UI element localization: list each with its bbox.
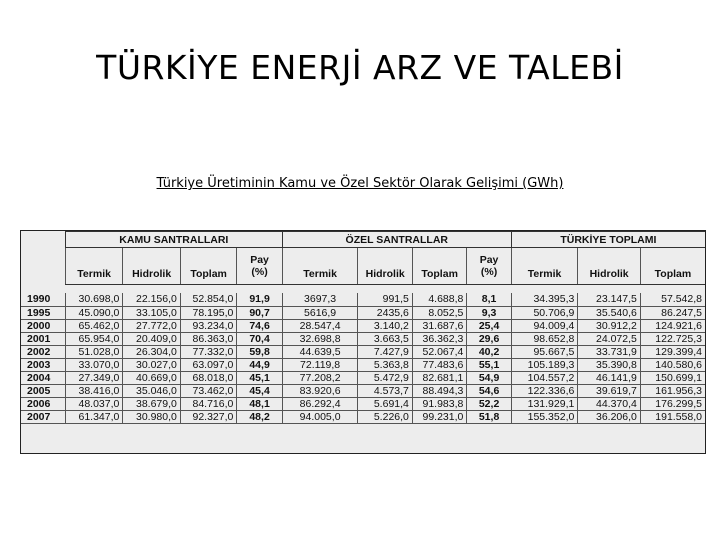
pay-label: Pay	[479, 254, 499, 266]
cell-o-pay: 54,9	[467, 372, 511, 385]
cell-k-t: 61.347,0	[65, 411, 123, 424]
cell-k-t: 45.090,0	[65, 306, 123, 319]
cell-k-top: 52.854,0	[180, 293, 236, 306]
cell-k-h: 22.156,0	[123, 293, 181, 306]
table-row	[21, 306, 705, 319]
col-header-kamu-toplam: Toplam	[180, 248, 236, 285]
cell-o-top: 52.067,4	[412, 345, 466, 358]
cell-k-pay: 91,9	[237, 293, 282, 306]
cell-t-h: 46.141,9	[578, 372, 641, 385]
cell-o-pay: 9,3	[467, 306, 511, 319]
energy-table-container	[20, 230, 706, 454]
table-body	[21, 293, 705, 424]
cell-k-t: 38.416,0	[65, 385, 123, 398]
cell-o-h: 5.363,8	[358, 358, 412, 371]
table-row	[21, 345, 705, 358]
cell-o-h: 2435,6	[358, 306, 412, 319]
col-header-turkiye-termik: Termik	[511, 248, 578, 285]
cell-o-t: 5616,9	[282, 306, 358, 319]
cell-o-pay: 40,2	[467, 345, 511, 358]
col-header-kamu-termik: Termik	[65, 248, 123, 285]
col-header-turkiye-toplam: Toplam	[640, 248, 705, 285]
pay-unit: (%)	[251, 266, 268, 278]
cell-o-t: 77.208,2	[282, 372, 358, 385]
cell-o-t: 72.119,8	[282, 358, 358, 371]
cell-year: 2000	[21, 319, 65, 332]
cell-o-t: 3697,3	[282, 293, 358, 306]
cell-o-top: 99.231,0	[412, 411, 466, 424]
cell-k-top: 63.097,0	[180, 358, 236, 371]
cell-t-t: 94.009,4	[511, 319, 578, 332]
cell-o-pay: 29,6	[467, 332, 511, 345]
group-header-toplam: TÜRKİYE TOPLAMI	[511, 232, 705, 248]
group-header-row	[21, 232, 705, 248]
cell-year: 2006	[21, 398, 65, 411]
cell-k-pay: 48,1	[237, 398, 282, 411]
cell-k-top: 78.195,0	[180, 306, 236, 319]
col-header-kamu-pay	[237, 248, 282, 285]
table-row	[21, 319, 705, 332]
cell-k-pay: 70,4	[237, 332, 282, 345]
cell-o-top: 36.362,3	[412, 332, 466, 345]
cell-t-h: 35.540,6	[578, 306, 641, 319]
col-header-ozel-toplam: Toplam	[412, 248, 466, 285]
cell-k-t: 51.028,0	[65, 345, 123, 358]
cell-t-top: 124.921,6	[640, 319, 705, 332]
energy-production-table	[21, 231, 705, 424]
cell-t-h: 33.731,9	[578, 345, 641, 358]
cell-t-t: 34.395,3	[511, 293, 578, 306]
cell-o-top: 77.483,6	[412, 358, 466, 371]
cell-t-t: 131.929,1	[511, 398, 578, 411]
cell-t-h: 30.912,2	[578, 319, 641, 332]
table-row	[21, 411, 705, 424]
col-header-kamu-hidrolik: Hidrolik	[123, 248, 181, 285]
cell-o-t: 94.005,0	[282, 411, 358, 424]
cell-t-h: 24.072,5	[578, 332, 641, 345]
cell-t-t: 50.706,9	[511, 306, 578, 319]
cell-year: 1995	[21, 306, 65, 319]
group-header-kamu: KAMU SANTRALLARI	[65, 232, 282, 248]
cell-year: 2007	[21, 411, 65, 424]
cell-year: 2005	[21, 385, 65, 398]
cell-k-pay: 59,8	[237, 345, 282, 358]
cell-o-top: 31.687,6	[412, 319, 466, 332]
cell-o-top: 82.681,1	[412, 372, 466, 385]
pay-unit: (%)	[480, 266, 498, 278]
cell-o-t: 86.292,4	[282, 398, 358, 411]
cell-k-h: 27.772,0	[123, 319, 181, 332]
table-row	[21, 385, 705, 398]
cell-o-h: 5.691,4	[358, 398, 412, 411]
cell-k-h: 35.046,0	[123, 385, 181, 398]
cell-k-t: 48.037,0	[65, 398, 123, 411]
col-header-turkiye-hidrolik: Hidrolik	[578, 248, 641, 285]
cell-k-h: 20.409,0	[123, 332, 181, 345]
cell-k-pay: 44,9	[237, 358, 282, 371]
cell-t-t: 105.189,3	[511, 358, 578, 371]
cell-o-t: 28.547,4	[282, 319, 358, 332]
cell-t-top: 161.956,3	[640, 385, 705, 398]
table-row	[21, 372, 705, 385]
col-header-ozel-pay	[467, 248, 511, 285]
cell-k-h: 26.304,0	[123, 345, 181, 358]
cell-o-h: 3.663,5	[358, 332, 412, 345]
page-title: TÜRKİYE ENERJİ ARZ VE TALEBİ	[96, 48, 624, 87]
cell-k-t: 30.698,0	[65, 293, 123, 306]
cell-t-t: 122.336,6	[511, 385, 578, 398]
cell-o-pay: 8,1	[467, 293, 511, 306]
cell-year: 2001	[21, 332, 65, 345]
cell-k-h: 40.669,0	[123, 372, 181, 385]
cell-o-h: 5.472,9	[358, 372, 412, 385]
cell-t-h: 36.206,0	[578, 411, 641, 424]
cell-o-pay: 55,1	[467, 358, 511, 371]
col-header-ozel-hidrolik: Hidrolik	[358, 248, 412, 285]
cell-o-pay: 54,6	[467, 385, 511, 398]
cell-year: 2002	[21, 345, 65, 358]
cell-k-h: 30.980,0	[123, 411, 181, 424]
cell-o-h: 7.427,9	[358, 345, 412, 358]
cell-k-h: 38.679,0	[123, 398, 181, 411]
cell-o-pay: 52,2	[467, 398, 511, 411]
cell-t-h: 35.390,8	[578, 358, 641, 371]
cell-o-pay: 51,8	[467, 411, 511, 424]
cell-year: 2004	[21, 372, 65, 385]
table-caption: Türkiye Üretiminin Kamu ve Özel Sektör Olarak Gelişimi (GWh)	[156, 176, 564, 191]
cell-t-h: 23.147,5	[578, 293, 641, 306]
table-row	[21, 358, 705, 371]
cell-o-h: 5.226,0	[358, 411, 412, 424]
group-header-ozel: ÖZEL SANTRALLAR	[282, 232, 511, 248]
cell-t-t: 155.352,0	[511, 411, 578, 424]
cell-t-top: 140.580,6	[640, 358, 705, 371]
cell-o-h: 991,5	[358, 293, 412, 306]
cell-o-h: 4.573,7	[358, 385, 412, 398]
cell-k-top: 68.018,0	[180, 372, 236, 385]
cell-t-h: 44.370,4	[578, 398, 641, 411]
cell-o-top: 8.052,5	[412, 306, 466, 319]
table-row	[21, 398, 705, 411]
cell-k-top: 84.716,0	[180, 398, 236, 411]
cell-k-top: 92.327,0	[180, 411, 236, 424]
cell-k-h: 33.105,0	[123, 306, 181, 319]
cell-o-pay: 25,4	[467, 319, 511, 332]
cell-o-t: 32.698,8	[282, 332, 358, 345]
cell-t-top: 191.558,0	[640, 411, 705, 424]
cell-k-top: 86.363,0	[180, 332, 236, 345]
cell-k-pay: 45,4	[237, 385, 282, 398]
cell-k-pay: 74,6	[237, 319, 282, 332]
cell-t-top: 150.699,1	[640, 372, 705, 385]
cell-o-top: 4.688,8	[412, 293, 466, 306]
pay-label: Pay	[250, 254, 269, 266]
table-row	[21, 293, 705, 306]
cell-k-h: 30.027,0	[123, 358, 181, 371]
cell-t-top: 57.542,8	[640, 293, 705, 306]
cell-t-top: 129.399,4	[640, 345, 705, 358]
cell-t-h: 39.619,7	[578, 385, 641, 398]
column-header-row	[21, 248, 705, 285]
cell-k-t: 65.462,0	[65, 319, 123, 332]
cell-k-top: 93.234,0	[180, 319, 236, 332]
cell-t-top: 176.299,5	[640, 398, 705, 411]
cell-t-top: 86.247,5	[640, 306, 705, 319]
cell-o-t: 44.639,5	[282, 345, 358, 358]
cell-o-top: 91.983,8	[412, 398, 466, 411]
cell-k-pay: 48,2	[237, 411, 282, 424]
cell-k-top: 77.332,0	[180, 345, 236, 358]
cell-year: 2003	[21, 358, 65, 371]
cell-t-t: 98.652,8	[511, 332, 578, 345]
cell-k-t: 33.070,0	[65, 358, 123, 371]
cell-k-t: 65.954,0	[65, 332, 123, 345]
col-header-ozel-termik: Termik	[282, 248, 358, 285]
cell-t-top: 122.725,3	[640, 332, 705, 345]
cell-t-t: 95.667,5	[511, 345, 578, 358]
cell-k-pay: 45,1	[237, 372, 282, 385]
cell-o-top: 88.494,3	[412, 385, 466, 398]
cell-o-h: 3.140,2	[358, 319, 412, 332]
table-row	[21, 332, 705, 345]
cell-year: 1990	[21, 293, 65, 306]
cell-t-t: 104.557,2	[511, 372, 578, 385]
cell-k-top: 73.462,0	[180, 385, 236, 398]
cell-k-pay: 90,7	[237, 306, 282, 319]
cell-k-t: 27.349,0	[65, 372, 123, 385]
cell-o-t: 83.920,6	[282, 385, 358, 398]
